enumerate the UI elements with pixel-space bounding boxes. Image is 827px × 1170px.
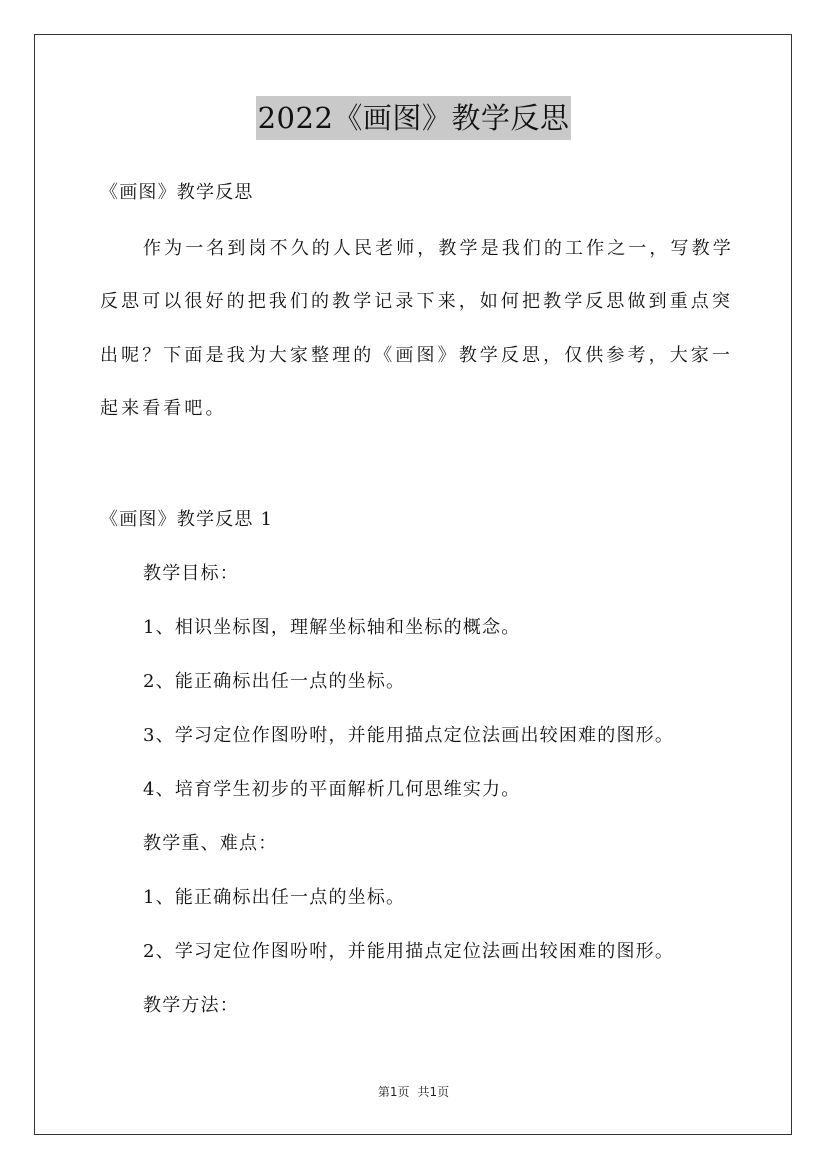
intro-line-3: 出呢？下面是我为大家整理的《画图》教学反思，仅供参考，大家一 — [100, 345, 733, 366]
methods-label: 教学方法： — [143, 995, 239, 1016]
goals-label: 教学目标： — [143, 563, 239, 584]
page-total: 共1页 — [417, 1085, 450, 1099]
goal-item-1: 1、相识坐标图，理解坐标轴和坐标的概念。 — [143, 617, 521, 638]
goal-item-2: 2、能正确标出任一点的坐标。 — [143, 671, 406, 692]
document-subtitle: 《画图》教学反思 — [100, 182, 254, 203]
intro-line-2: 反思可以很好的把我们的教学记录下来，如何把教学反思做到重点突 — [100, 291, 733, 312]
document-title: 2022《画图》教学反思 — [256, 96, 572, 140]
goal-item-4: 4、培育学生初步的平面解析几何思维实力。 — [143, 779, 521, 800]
key-point-item-1: 1、能正确标出任一点的坐标。 — [143, 887, 406, 908]
page-footer — [0, 1084, 827, 1100]
key-points-label: 教学重、难点： — [143, 833, 278, 854]
intro-line-1: 作为一名到岗不久的人民老师，教学是我们的工作之一，写教学 — [143, 238, 734, 259]
page-number: 第1页 — [377, 1085, 410, 1099]
title-container — [0, 96, 827, 140]
intro-line-4: 起来看看吧。 — [100, 398, 227, 419]
key-point-item-2: 2、学习定位作图吩咐，并能用描点定位法画出较困难的图形。 — [143, 941, 675, 962]
goal-item-3: 3、学习定位作图吩咐，并能用描点定位法画出较困难的图形。 — [143, 725, 675, 746]
section-heading: 《画图》教学反思 1 — [100, 509, 274, 530]
